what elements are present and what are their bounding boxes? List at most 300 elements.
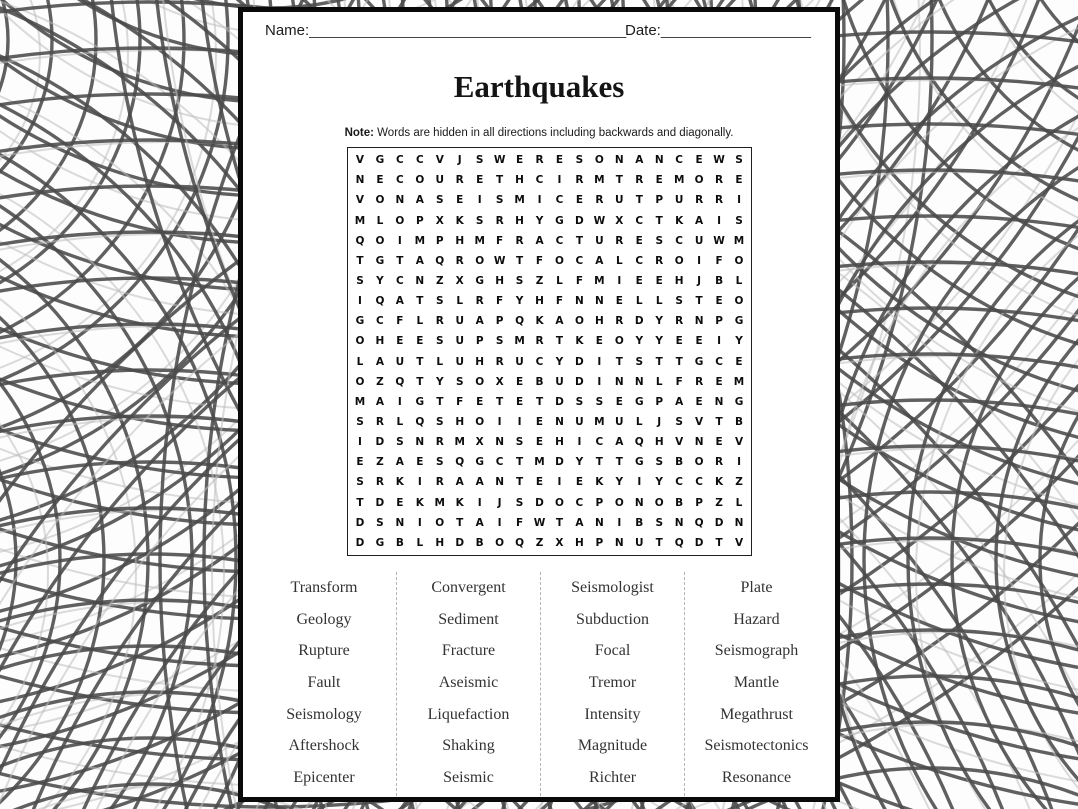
grid-letter: E [376, 174, 384, 187]
grid-letter: E [515, 395, 524, 408]
grid-letter: X [475, 436, 484, 449]
grid-letter: O [435, 516, 445, 529]
grid-letter: A [595, 254, 604, 267]
grid-letter: N [614, 154, 624, 167]
grid-letter: O [395, 214, 405, 227]
grid-letter: O [415, 174, 425, 187]
grid-letter: E [515, 154, 524, 167]
grid-letter: T [675, 355, 683, 368]
grid-letter: I [557, 174, 562, 187]
grid-letter: S [455, 375, 464, 388]
grid-letter: X [495, 375, 504, 388]
grid-letter: B [635, 516, 644, 529]
grid-letter: T [615, 174, 623, 187]
grid-letter: A [455, 476, 464, 489]
grid-letter: R [715, 174, 724, 187]
grid-letter: R [695, 375, 704, 388]
word-column [396, 572, 540, 796]
grid-letter: I [417, 476, 422, 489]
date-blank-line: __________________ [660, 22, 812, 39]
grid-letter: S [435, 335, 444, 348]
grid-letter: T [635, 194, 643, 207]
grid-letter: A [375, 395, 384, 408]
grid-letter: K [455, 214, 464, 227]
grid-letter: H [594, 315, 604, 328]
grid-letter: M [594, 416, 605, 429]
grid-letter: H [535, 295, 544, 308]
word-column [684, 572, 828, 796]
grid-letter: A [535, 234, 544, 247]
grid-letter: C [396, 274, 404, 287]
grid-letter: H [515, 174, 524, 187]
grid-letter: F [496, 295, 504, 308]
grid-letter: B [735, 416, 744, 429]
grid-letter: R [475, 295, 484, 308]
grid-letter: E [615, 395, 623, 408]
grid-letter: Q [375, 295, 385, 308]
grid-letter: Y [615, 476, 624, 489]
grid-letter: P [495, 315, 504, 328]
grid-letter: S [655, 456, 663, 469]
grid-letter: F [715, 254, 723, 267]
grid-letter: N [734, 516, 744, 529]
grid-letter: O [475, 254, 485, 267]
grid-letter: I [477, 194, 482, 207]
grid-letter: L [376, 214, 384, 227]
grid-letter: H [575, 536, 584, 549]
grid-letter: I [417, 516, 422, 529]
grid-letter: E [555, 154, 564, 167]
grid-letter: Z [535, 274, 544, 287]
grid-letter: O [375, 194, 385, 207]
grid-letter: D [375, 436, 385, 449]
grid-letter: S [376, 516, 384, 529]
grid-letter: A [475, 516, 484, 529]
grid-letter: C [575, 254, 584, 267]
grid-letter: N [495, 436, 505, 449]
grid-letter: F [396, 315, 404, 328]
grid-letter: E [535, 476, 544, 489]
grid-letter: G [355, 315, 365, 328]
grid-letter: I [737, 456, 741, 469]
grid-letter: E [695, 395, 703, 408]
grid-letter: L [456, 295, 464, 308]
grid-letter: C [695, 476, 703, 489]
grid-letter: O [734, 295, 744, 308]
grid-letter: E [715, 295, 723, 308]
grid-letter: N [594, 295, 604, 308]
grid-letter: S [356, 274, 364, 287]
grid-letter: G [634, 395, 644, 408]
grid-letter: S [515, 274, 524, 287]
grid-letter: L [436, 355, 444, 368]
grid-letter: E [515, 375, 524, 388]
grid-letter: N [614, 375, 624, 388]
grid-letter: Q [455, 456, 465, 469]
grid-letter: C [635, 214, 644, 227]
word-column [540, 572, 684, 796]
grid-letter: H [455, 416, 465, 429]
grid-letter: B [675, 456, 684, 469]
grid-letter: E [476, 395, 484, 408]
grid-letter: Q [355, 234, 365, 247]
grid-letter: I [597, 375, 602, 388]
grid-letter: X [615, 214, 624, 227]
grid-letter: L [635, 295, 643, 308]
grid-letter: L [735, 274, 743, 287]
grid-letter: S [435, 416, 444, 429]
grid-letter: U [635, 536, 644, 549]
grid-letter: F [555, 295, 564, 308]
grid-letter: S [396, 436, 404, 449]
grid-letter: K [675, 214, 684, 227]
grid-letter: U [395, 355, 405, 368]
grid-letter: D [355, 516, 365, 529]
grid-letter: M [354, 214, 366, 227]
grid-letter: M [514, 335, 525, 348]
grid-letter: K [715, 476, 724, 489]
grid-letter: Z [376, 375, 384, 388]
grid-letter: H [555, 436, 564, 449]
grid-letter: R [435, 476, 444, 489]
grid-letter: W [713, 154, 725, 167]
grid-letter: G [475, 456, 484, 469]
word-item: Aseismic [438, 673, 499, 691]
grid-letter: P [715, 315, 723, 328]
grid-letter: L [655, 375, 663, 388]
grid-letter: Q [515, 315, 525, 328]
grid-letter: I [477, 496, 482, 509]
grid-letter: T [416, 295, 424, 308]
grid-letter: K [575, 335, 584, 348]
grid-letter: J [497, 496, 502, 509]
grid-letter: R [615, 234, 624, 247]
grid-letter: C [415, 154, 424, 167]
grid-letter: Y [655, 335, 664, 348]
grid-letter: T [356, 254, 364, 267]
grid-letter: R [435, 315, 444, 328]
grid-letter: I [497, 516, 502, 529]
grid-letter: F [456, 395, 464, 408]
grid-letter: R [535, 335, 544, 348]
grid-letter: Q [634, 436, 644, 449]
word-item: Focal [594, 642, 631, 660]
word-item: Transform [290, 578, 358, 596]
grid-letter: H [435, 536, 445, 549]
grid-letter: G [475, 274, 484, 287]
word-item: Seismic [443, 768, 494, 786]
grid-letter: G [734, 395, 744, 408]
grid-letter: V [355, 194, 365, 207]
grid-letter: R [715, 194, 724, 207]
instructions-note [243, 127, 835, 139]
grid-letter: Y [555, 355, 564, 368]
grid-letter: T [535, 395, 544, 408]
word-bank [252, 572, 828, 796]
grid-letter: S [475, 214, 484, 227]
word-item: Shaking [442, 737, 495, 755]
grid-letter: O [355, 375, 365, 388]
grid-letter: R [535, 154, 544, 167]
grid-letter: G [634, 456, 644, 469]
name-date-row [265, 22, 825, 44]
grid-letter: X [555, 536, 564, 549]
grid-letter: Q [435, 254, 445, 267]
word-item: Megathrust [720, 705, 793, 723]
grid-letter: I [358, 436, 362, 449]
grid-letter: C [535, 174, 544, 187]
grid-letter: I [717, 214, 722, 227]
grid-letter: I [717, 335, 722, 348]
grid-letter: T [555, 335, 564, 348]
grid-letter: A [475, 315, 484, 328]
grid-letter: D [575, 375, 584, 388]
grid-letter: Y [635, 335, 644, 348]
grid-letter: R [495, 355, 504, 368]
grid-letter: Y [735, 335, 743, 348]
grid-letter: O [355, 335, 365, 348]
grid-letter: S [475, 154, 484, 167]
grid-letter: M [733, 375, 745, 388]
grid-letter: S [435, 295, 444, 308]
grid-letter: E [735, 174, 743, 187]
grid-letter: C [675, 476, 684, 489]
grid-letter: O [614, 496, 624, 509]
grid-letter: C [575, 496, 584, 509]
grid-letter: R [435, 436, 444, 449]
word-item: Geology [296, 610, 352, 628]
grid-letter: Q [674, 536, 684, 549]
grid-letter: I [358, 295, 362, 308]
grid-letter: L [615, 254, 623, 267]
grid-letter: P [415, 214, 424, 227]
grid-letter: W [593, 214, 606, 227]
grid-letter: S [655, 516, 663, 529]
grid-letter: R [455, 254, 464, 267]
grid-letter: Y [435, 375, 444, 388]
grid-letter: Q [515, 536, 525, 549]
grid-letter: S [675, 295, 683, 308]
grid-letter: C [396, 174, 404, 187]
grid-letter: V [435, 154, 444, 167]
grid-letter: Y [655, 476, 664, 489]
grid-letter: H [515, 214, 524, 227]
grid-letter: B [675, 496, 684, 509]
grid-letter: T [436, 395, 444, 408]
grid-letter: G [694, 355, 704, 368]
grid-letter: S [495, 335, 504, 348]
grid-letter: L [655, 295, 663, 308]
grid-letter: C [535, 355, 544, 368]
grid-letter: P [595, 536, 604, 549]
grid-letter: C [595, 436, 604, 449]
grid-letter: B [715, 274, 724, 287]
grid-letter: S [675, 416, 683, 429]
grid-letter: N [495, 476, 505, 489]
grid-letter: S [495, 194, 504, 207]
grid-letter: N [614, 536, 624, 549]
grid-letter: T [456, 516, 464, 529]
grid-letter: R [595, 194, 604, 207]
grid-letter: G [375, 254, 385, 267]
grid-letter: V [734, 436, 744, 449]
grid-letter: P [655, 194, 664, 207]
grid-letter: P [595, 496, 604, 509]
grid-letter: I [497, 416, 502, 429]
grid-letter: R [675, 315, 684, 328]
word-item: Aftershock [288, 737, 360, 755]
grid-letter: A [475, 476, 484, 489]
grid-letter: R [615, 315, 624, 328]
grid-letter: I [517, 416, 522, 429]
word-item: Epicenter [293, 768, 355, 786]
word-grid [347, 147, 752, 556]
grid-letter: D [455, 536, 465, 549]
grid-letter: M [474, 234, 485, 247]
grid-letter: A [675, 395, 684, 408]
grid-letter: Z [376, 456, 384, 469]
word-item: Mantle [733, 673, 780, 691]
grid-letter: U [435, 174, 445, 187]
grid-letter: A [375, 355, 384, 368]
word-item: Fracture [441, 642, 496, 660]
date-field-group [625, 22, 811, 39]
grid-letter: F [535, 254, 544, 267]
grid-letter: N [634, 496, 644, 509]
grid-letter: E [456, 194, 464, 207]
grid-letter: A [415, 194, 424, 207]
grid-letter: L [635, 416, 643, 429]
word-item: Seismologist [571, 578, 654, 596]
grid-letter: E [655, 174, 663, 187]
note-label: Note: [344, 127, 374, 139]
grid-letter: R [635, 174, 644, 187]
word-item: Tremor [588, 673, 637, 691]
grid-letter: T [695, 295, 703, 308]
grid-letter: U [455, 335, 464, 348]
grid-letter: N [355, 174, 365, 187]
grid-letter: I [617, 274, 622, 287]
grid-letter: V [734, 536, 744, 549]
grid-letter: E [396, 335, 404, 348]
grid-letter: V [355, 154, 365, 167]
grid-letter: T [715, 536, 723, 549]
grid-letter: T [655, 355, 663, 368]
grid-letter: I [597, 355, 602, 368]
grid-letter: C [675, 154, 684, 167]
grid-letter: D [575, 214, 584, 227]
grid-letter: E [695, 335, 703, 348]
grid-letter: K [415, 496, 424, 509]
grid-letter: Z [535, 536, 544, 549]
grid-letter: U [615, 194, 624, 207]
grid-letter: W [713, 234, 725, 247]
grid-letter: L [735, 496, 743, 509]
grid-letter: O [694, 174, 704, 187]
grid-letter: N [654, 154, 664, 167]
grid-letter: U [455, 315, 464, 328]
grid-letter: S [735, 214, 743, 227]
grid-letter: J [457, 154, 462, 167]
grid-letter: A [415, 254, 424, 267]
worksheet-page [238, 7, 840, 802]
grid-letter: U [575, 416, 584, 429]
word-item: Sediment [438, 610, 499, 628]
grid-letter: X [455, 274, 464, 287]
grid-letter: N [694, 436, 704, 449]
grid-letter: T [416, 355, 424, 368]
grid-letter: L [416, 315, 424, 328]
grid-letter: D [575, 355, 584, 368]
grid-letter: R [715, 456, 724, 469]
grid-letter: I [617, 516, 622, 529]
grid-letter: E [416, 335, 424, 348]
grid-letter: W [493, 154, 506, 167]
grid-letter: Y [655, 315, 664, 328]
grid-letter: N [674, 516, 684, 529]
grid-letter: S [356, 476, 364, 489]
grid-letter: O [555, 496, 564, 509]
grid-letter: B [535, 375, 544, 388]
grid-letter: D [555, 395, 564, 408]
grid-letter: M [354, 395, 366, 408]
grid-letter: A [395, 456, 404, 469]
grid-letter: T [655, 214, 663, 227]
grid-letter: N [395, 516, 405, 529]
grid-letter: P [655, 395, 664, 408]
grid-letter: O [674, 254, 684, 267]
grid-letter: A [635, 154, 644, 167]
grid-letter: G [375, 536, 385, 549]
word-item: Intensity [584, 705, 641, 723]
grid-letter: R [495, 214, 504, 227]
grid-letter: S [635, 355, 644, 368]
grid-letter: U [694, 234, 704, 247]
date-label: Date: [625, 22, 661, 39]
grid-letter: M [434, 496, 445, 509]
grid-letter: N [395, 194, 405, 207]
grid-letter: U [615, 416, 624, 429]
note-text: Words are hidden in all directions including backwards and diagonally. [373, 127, 734, 139]
grid-letter: H [375, 335, 385, 348]
grid-letter: E [695, 154, 703, 167]
grid-letter: H [475, 355, 485, 368]
grid-letter: E [715, 436, 723, 449]
grid-letter: W [493, 254, 506, 267]
grid-letter: S [575, 154, 584, 167]
word-item: Convergent [431, 578, 506, 596]
grid-letter: T [655, 536, 663, 549]
word-item: Fault [307, 673, 341, 691]
grid-letter: A [395, 295, 404, 308]
grid-letter: O [614, 335, 624, 348]
grid-letter: Y [376, 274, 384, 287]
word-item: Resonance [721, 768, 792, 786]
grid-letter: T [416, 375, 424, 388]
grid-letter: A [695, 214, 704, 227]
grid-letter: K [595, 476, 604, 489]
grid-letter: O [654, 496, 664, 509]
grid-letter: R [575, 174, 584, 187]
grid-letter: T [555, 516, 564, 529]
grid-letter: I [737, 194, 741, 207]
grid-letter: L [556, 274, 563, 287]
grid-letter: A [555, 315, 564, 328]
grid-letter: Z [715, 496, 723, 509]
grid-letter: T [715, 416, 723, 429]
grid-letter: S [655, 234, 663, 247]
name-blank-line: ______________________________________ [309, 22, 627, 39]
